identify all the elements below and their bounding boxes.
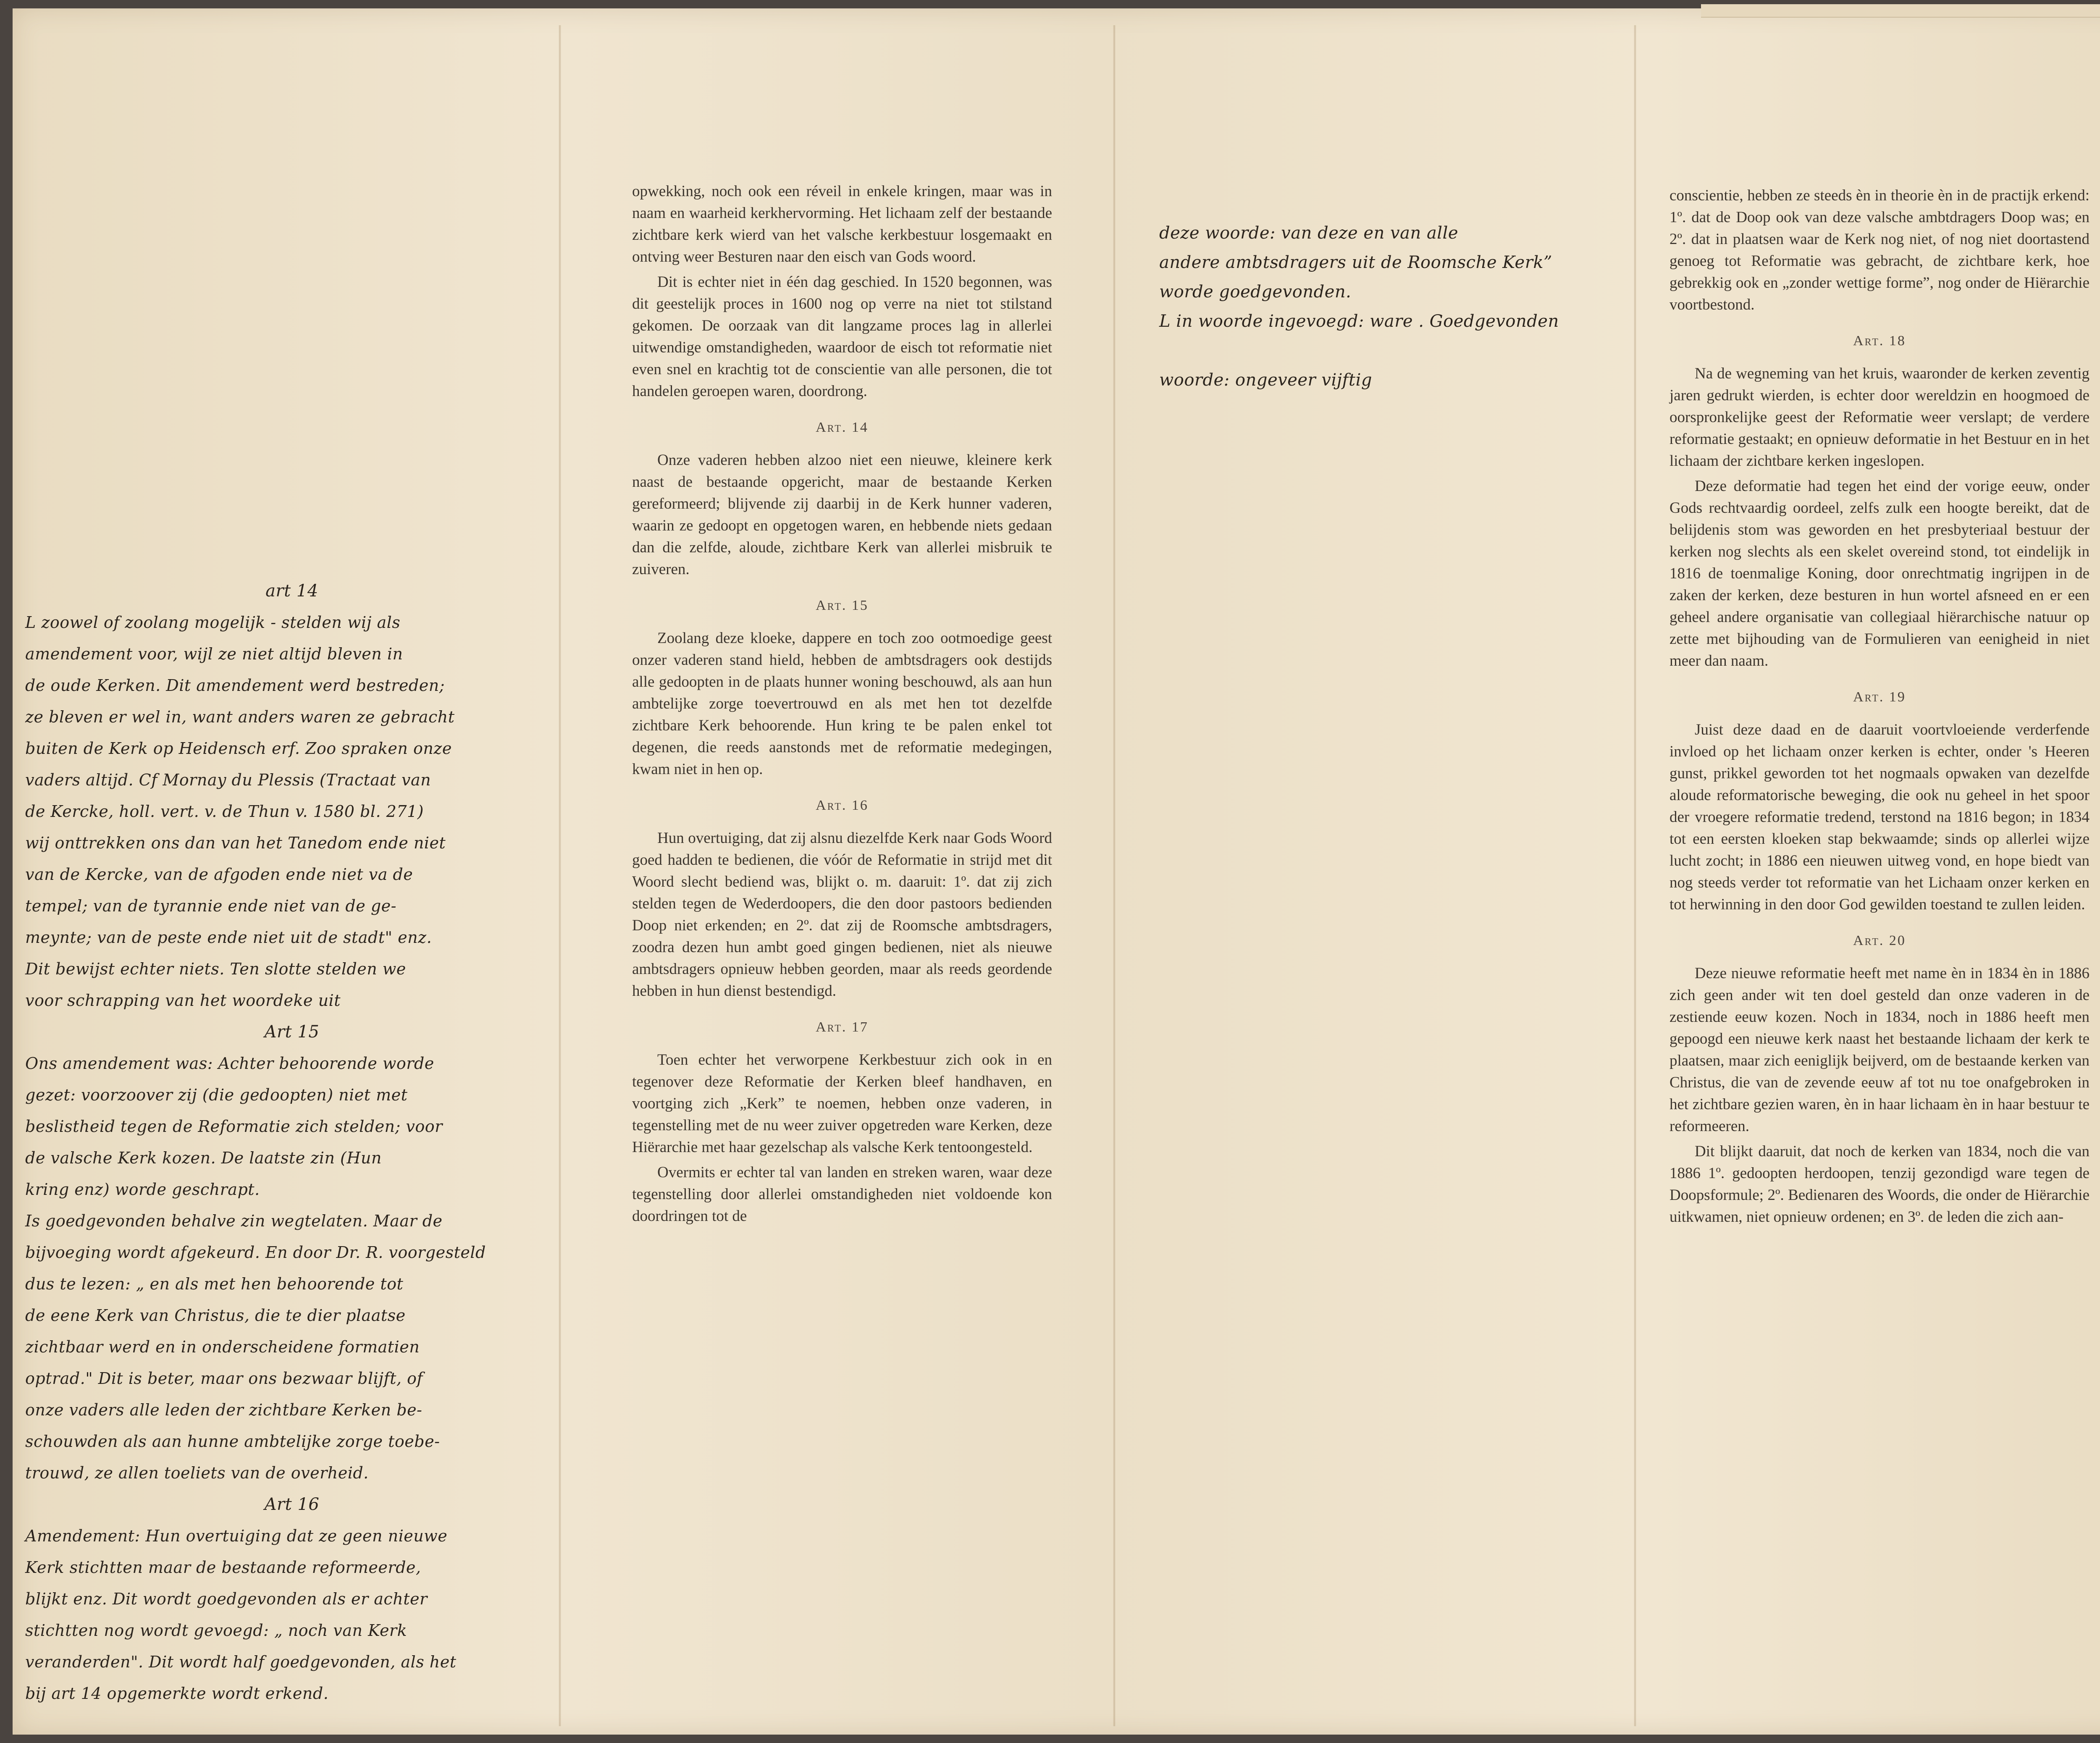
paragraph: Overmits er echter tal van landen en streken waren, waar deze tegenstelling door allerlei omstandigheden niet voldoende kon doordringen tot de bbox=[632, 1164, 1052, 1225]
paragraph: Deze nieuwe reformatie heeft met name èn in 1834 èn in 1886 zich geen ander wit ten doel gesteld dan onze vaderen in de zestiende eeuw kozen. Noch in 1834, noch in 1886 heeft men gepoogd een nieuwe kerk naast het bestaande lichaam der kerk te plaatsen, maar zich eeniglijk beijverd, om de bestaande kerken van Christus, die van de zevende eeuw af tot nu toe onafgebroken in het zichtbare gezien waren, èn in haar lichaam èn in haar bestuur te reformeeren. bbox=[1670, 965, 2090, 1135]
note-heading-art14: art 14 bbox=[265, 581, 318, 601]
note-heading-art16: Art 16 bbox=[264, 1495, 320, 1514]
paragraph: Juist deze daad en de daaruit voortvloeiende verderfende invloed op het lichaam onzer kerken is echter, onder 's Heeren gunst, prikkel geworden tot het nogmaals opwaken van dezelfde aloude reformatorische beweging, die ook nu geheel in het spoor der vroegere reformatie tredend, terstond na 1816 begon; in 1834 tot een eersten kloeken stap bekwaamde; sinds op allerlei wijze lucht zocht; in 1886 een nieuwen uitweg vond, en hope biedt van nog steeds verder tot reformatie van het Lichaam onzer kerken en tot herwinning in den door God gewilden toestand te zullen leiden. bbox=[1670, 721, 2090, 913]
note-line: optrad." Dit is beter, maar ons bezwaar blijft, of bbox=[25, 1369, 423, 1388]
handwritten-notes-left bbox=[25, 575, 559, 1709]
note-line: de oude Kerken. Dit amendement werd bestreden; bbox=[25, 676, 445, 695]
paragraph: Toen echter het verworpene Kerkbestuur zich ook in en tegenover deze Reformatie der Kerken bleef handhaven, en voortging zich „Kerk” te noemen, hebben onze vaderen, in tegenstelling met de nu weer zuiver opgetreden ware Kerken, deze Hiërarchie met haar gezelschap als valsche Kerk tentoongesteld. bbox=[632, 1051, 1052, 1156]
note-line: schouwden als aan hunne ambtelijke zorge toebe- bbox=[25, 1432, 440, 1451]
note-line: trouwd, ze allen toeliets van de overheid. bbox=[25, 1464, 369, 1482]
note-line: meynte; van de peste ende niet uit de stadt" enz. bbox=[25, 928, 432, 947]
printed-column-articles-18-20 bbox=[1670, 185, 2090, 1231]
note-line: ze bleven er wel in, want anders waren ze gebracht bbox=[25, 708, 455, 726]
note-line: stichtten nog wordt gevoegd: „ noch van Kerk bbox=[25, 1621, 407, 1640]
note-line: worde goedgevonden. bbox=[1159, 282, 1352, 302]
paragraph: Dit is echter niet in één dag geschied. In 1520 begonnen, was dit geestelijk proces in 1600 nog op verre na niet tot stilstand gekomen. De oorzaak van dit langzame proces lag in allerlei uitwendige omstandigheden, waardoor de eisch tot reformatie niet even snel en krachtig tot de conscientie van alle personen, die tot handelen geroepen waren, doordrong. bbox=[632, 273, 1052, 400]
note-line: andere ambtsdragers uit de Roomsche Kerk” bbox=[1159, 253, 1553, 272]
paper-edge-top bbox=[1701, 4, 2100, 18]
paragraph: Zoolang deze kloeke, dappere en toch zoo ootmoedige geest onzer vaderen stand hield, hebben de ambtsdragers ook destijds alle gedoopten in de plaats hunner woning beschouwd, als aan hun ambtelijke zorge toevertrouwd en als met hen tot dezelfde zichtbare Kerk behoorende. Hun kring te be palen enkel tot degenen, die reeds aanstonds met de reformatie medegingen, kwam niet in hen op. bbox=[632, 630, 1052, 778]
paragraph: Dit blijkt daaruit, dat noch de kerken van 1834, noch die van 1886 1º. gedoopten herdoopen, tenzij gezondigd ware tegen de Doopsformule; 2º. Bedienaren des Woords, die onder de Hiërarchie uitkwamen, niet opnieuw ordenen; en 3º. de leden die zich aan- bbox=[1670, 1143, 2090, 1226]
note-line: deze woorde: van deze en van alle bbox=[1159, 223, 1459, 243]
note-line: buiten de Kerk op Heidensch erf. Zoo spraken onze bbox=[25, 739, 452, 758]
note-line: voor schrapping van het woordeke uit bbox=[25, 991, 341, 1010]
note-line: de valsche Kerk kozen. De laatste zin (Hun bbox=[25, 1149, 382, 1167]
article-heading-20: Art. 20 bbox=[1853, 933, 1906, 948]
note-line: de eene Kerk van Christus, die te dier plaatse bbox=[25, 1306, 406, 1325]
note-line: dus te lezen: „ en als met hen behoorende tot bbox=[25, 1275, 404, 1293]
note-line: onze vaders alle leden der zichtbare Kerken be- bbox=[25, 1401, 423, 1419]
note-line: tempel; van de tyrannie ende niet van de ge- bbox=[25, 897, 396, 915]
note-heading-art15: Art 15 bbox=[264, 1022, 320, 1042]
note-line: woorde: ongeveer vijftig bbox=[1159, 370, 1372, 390]
note-line: vaders altijd. Cf Mornay du Plessis (Tractaat van bbox=[25, 771, 431, 789]
paragraph: opwekking, noch ook een réveil in enkele kringen, maar was in naam en waarheid kerkhervorming. Het lichaam zelf der bestaande zichtbare kerk wierd van het valsche kerkbestuur losgemaakt en ontving weer Besturen naar den eisch van Gods woord. bbox=[632, 183, 1052, 265]
note-line: bijvoeging wordt afgekeurd. En door Dr. R. voorgesteld bbox=[25, 1243, 486, 1262]
note-line: Ons amendement was: Achter behoorende worde bbox=[25, 1054, 434, 1073]
article-heading-15: Art. 15 bbox=[816, 598, 869, 613]
note-line: bij art 14 opgemerkte wordt erkend. bbox=[25, 1684, 329, 1703]
note-line: beslistheid tegen de Reformatie zich stelden; voor bbox=[25, 1117, 443, 1136]
note-line: de Kercke, holl. vert. v. de Thun v. 1580 bl. 271) bbox=[25, 802, 424, 821]
note-line: Kerk stichtten maar de bestaande reformeerde, bbox=[25, 1558, 421, 1577]
note-line: blijkt enz. Dit wordt goedgevonden als er achter bbox=[25, 1590, 428, 1608]
note-line: veranderden". Dit wordt half goedgevonden, als het bbox=[25, 1653, 457, 1671]
note-line: L zoowel of zoolang mogelijk - stelden wij als bbox=[25, 613, 401, 632]
article-heading-16: Art. 16 bbox=[816, 798, 869, 813]
note-line: wij onttrekken ons dan van het Tanedom ende niet bbox=[25, 834, 446, 852]
note-line: zichtbaar werd en in onderscheidene formatien bbox=[25, 1338, 420, 1356]
note-line: kring enz) worde geschrapt. bbox=[25, 1180, 260, 1199]
article-heading-14: Art. 14 bbox=[816, 420, 869, 435]
paragraph: Hun overtuiging, dat zij alsnu diezelfde Kerk naar Gods Woord goed hadden te bedienen, die vóór de Reformatie in strijd met dit Woord slecht bediend was, blijkt o. m. daaruit: 1º. dat zij zich stelden tegen de Wederdoopers, die den door pastoors bedienden Doop niet erkenden; en 2º. dat zij de Roomsche ambtsdragers, zoodra dezen hun ambt goed gingen bedienen, niet als nieuwe ambtsdragers opnieuw hebben georden, maar als reeds geordende hebben in hun dienst bestendigd. bbox=[632, 830, 1052, 1000]
note-line bbox=[1159, 336, 1642, 365]
note-line: Amendement: Hun overtuiging dat ze geen nieuwe bbox=[25, 1527, 448, 1545]
paragraph: conscientie, hebben ze steeds èn in theorie èn in de practijk erkend: 1º. dat de Doop ook van deze valsche ambtdragers Doop was; en 2º. dat in plaatsen waar de Kerk nog niet, of nog niet doortastend genoeg tot Reformatie was gebracht, de zichtbare kerk, hoe gebrekkig ook en „zonder wettige forme”, nog onder de Hiërarchie voortbestond. bbox=[1670, 187, 2090, 313]
article-heading-19: Art. 19 bbox=[1853, 689, 1906, 705]
note-line: van de Kercke, van de afgoden ende niet va de bbox=[25, 865, 413, 884]
paragraph: Na de wegneming van het kruis, waaronder de kerken zeventig jaren gedrukt wierden, is echter door wereldzin en hoogmoed de oorspronkelijke geest der Reformatie weer verslapt; de verdere reformatie gestaakt; en opnieuw deformatie in het Bestuur en in het lichaam der zichtbare kerken ingeslopen. bbox=[1670, 365, 2090, 470]
paragraph: Deze deformatie had tegen het eind der vorige eeuw, onder Gods rechtvaardig oordeel, zelfs zulk een hoogte bereikt, dat de belijdenis stom was geworden en het presbyteriaal bestuur der kerken nog slechts als een skelet overeind stond, tot eindelijk in 1816 de toenmalige Koning, door onrechtmatig ingrijpen in de zaken der kerken, deze besturen in hun wortel afsneed en er een geheel andere organisatie van collegiaal hiërarchische natuur op zette met bijhouding van de Formulieren van eenigheid in niet meer dan naam. bbox=[1670, 478, 2090, 669]
printed-column-articles-14-17 bbox=[632, 181, 1052, 1231]
handwritten-notes-center bbox=[1159, 218, 1642, 395]
note-line: amendement voor, wijl ze niet altijd bleven in bbox=[25, 645, 403, 663]
note-line: L in woorde ingevoegd: ware . Goedgevonden bbox=[1159, 312, 1559, 331]
paragraph: Onze vaderen hebben alzoo niet een nieuwe, kleinere kerk naast de bestaande opgericht, maar de bestaande Kerken gereformeerd; blijvende zij daarbij in de Kerk hunner vaderen, waarin ze gedoopt en opgetogen waren, en hebbende niets gedaan dan die zelfde, aloude, zichtbare Kerk van allerlei misbruik te zuiveren. bbox=[632, 452, 1052, 578]
article-heading-18: Art. 18 bbox=[1853, 333, 1906, 349]
note-line: Is goedgevonden behalve zin wegtelaten. Maar de bbox=[25, 1212, 443, 1230]
article-heading-17: Art. 17 bbox=[816, 1019, 869, 1035]
page-fold bbox=[1113, 25, 1116, 1726]
page-fold bbox=[559, 25, 561, 1726]
note-line: Dit bewijst echter niets. Ten slotte stelden we bbox=[25, 960, 406, 978]
note-line: gezet: voorzoover zij (die gedoopten) niet met bbox=[25, 1086, 408, 1104]
